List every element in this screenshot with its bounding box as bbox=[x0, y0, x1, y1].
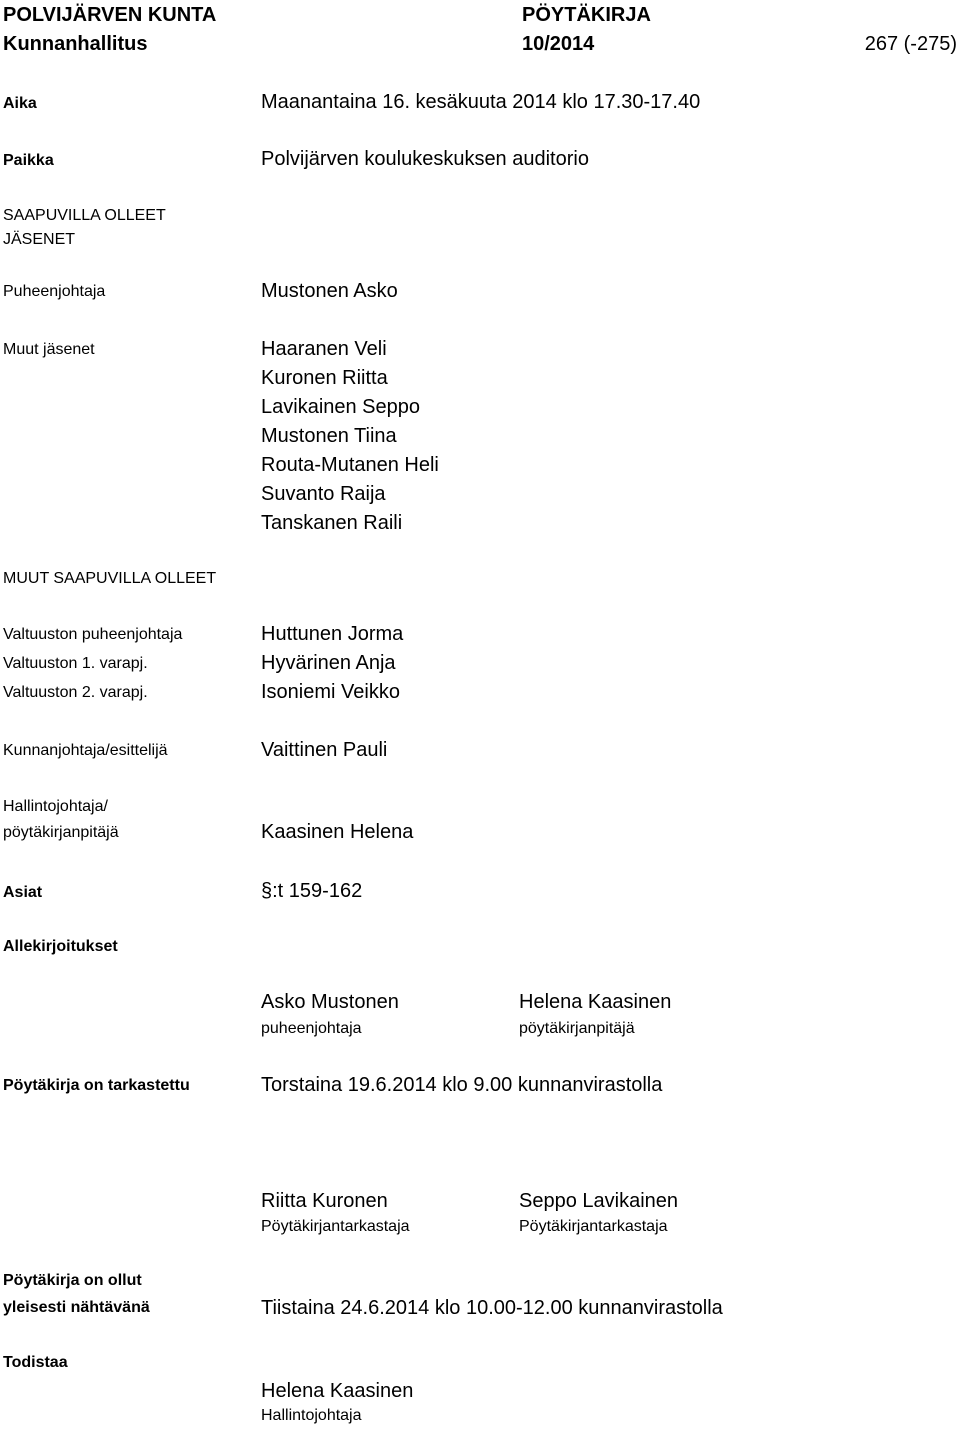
signer1-role: puheenjohtaja bbox=[261, 1020, 362, 1037]
other-role: Valtuuston 2. varapj. bbox=[3, 684, 148, 701]
public-label-1: Pöytäkirja on ollut bbox=[3, 1272, 142, 1289]
checker2-name: Seppo Lavikainen bbox=[519, 1190, 679, 1212]
checker1-role: Pöytäkirjantarkastaja bbox=[261, 1218, 410, 1235]
public-label-2: yleisesti nähtävänä bbox=[3, 1299, 150, 1316]
checker1-name: Riitta Kuronen bbox=[261, 1190, 388, 1212]
other-name: Hyvärinen Anja bbox=[261, 652, 396, 674]
asiat-value: §:t 159-162 bbox=[261, 880, 363, 902]
signatures-label: Allekirjoitukset bbox=[3, 938, 118, 955]
others-label: MUUT SAAPUVILLA OLLEET bbox=[3, 570, 217, 587]
secretary-label-1: Hallintojohtaja/ bbox=[3, 798, 108, 815]
paikka-label: Paikka bbox=[3, 152, 54, 169]
chair-name: Mustonen Asko bbox=[261, 280, 398, 302]
member-name: Routa-Mutanen Heli bbox=[261, 454, 439, 476]
doc-number: 10/2014 bbox=[522, 33, 595, 55]
aika-label: Aika bbox=[3, 95, 37, 112]
member-name: Haaranen Veli bbox=[261, 338, 387, 360]
chair-label: Puheenjohtaja bbox=[3, 283, 106, 300]
manager-label: Kunnanjohtaja/esittelijä bbox=[3, 742, 168, 759]
members-label: Muut jäsenet bbox=[3, 341, 95, 358]
paikka-value: Polvijärven koulukeskuksen auditorio bbox=[261, 148, 589, 170]
member-name: Suvanto Raija bbox=[261, 483, 386, 505]
other-name: Isoniemi Veikko bbox=[261, 681, 400, 703]
member-name: Tanskanen Raili bbox=[261, 512, 403, 534]
member-name: Kuronen Riitta bbox=[261, 367, 388, 389]
member-name: Mustonen Tiina bbox=[261, 425, 397, 447]
certifier-role: Hallintojohtaja bbox=[261, 1407, 362, 1424]
other-name: Huttunen Jorma bbox=[261, 623, 404, 645]
public-value: Tiistaina 24.6.2014 klo 10.00-12.00 kunnanvirastolla bbox=[261, 1297, 723, 1319]
checker2-role: Pöytäkirjantarkastaja bbox=[519, 1218, 668, 1235]
secretary-label-2: pöytäkirjanpitäjä bbox=[3, 824, 119, 841]
attendees-label-1: SAAPUVILLA OLLEET bbox=[3, 207, 166, 224]
manager-name: Vaittinen Pauli bbox=[261, 739, 388, 761]
member-name: Lavikainen Seppo bbox=[261, 396, 421, 418]
signer2-role: pöytäkirjanpitäjä bbox=[519, 1020, 635, 1037]
page-range: 267 (-275) bbox=[864, 33, 957, 55]
asiat-label: Asiat bbox=[3, 884, 43, 901]
certifier-name: Helena Kaasinen bbox=[261, 1380, 414, 1402]
org-name: POLVIJÄRVEN KUNTA bbox=[3, 4, 217, 26]
body-name: Kunnanhallitus bbox=[3, 33, 148, 55]
checked-value: Torstaina 19.6.2014 klo 9.00 kunnanvirastolla bbox=[261, 1074, 663, 1096]
certify-label: Todistaa bbox=[3, 1354, 68, 1371]
signer2-name: Helena Kaasinen bbox=[519, 991, 672, 1013]
aika-value: Maanantaina 16. kesäkuuta 2014 klo 17.30-17.40 bbox=[261, 91, 701, 113]
attendees-label-2: JÄSENET bbox=[3, 231, 76, 248]
doc-type: PÖYTÄKIRJA bbox=[522, 4, 651, 26]
other-role: Valtuuston puheenjohtaja bbox=[3, 626, 183, 643]
other-role: Valtuuston 1. varapj. bbox=[3, 655, 148, 672]
signer1-name: Asko Mustonen bbox=[261, 991, 399, 1013]
checked-label: Pöytäkirja on tarkastettu bbox=[3, 1077, 190, 1094]
secretary-name: Kaasinen Helena bbox=[261, 821, 414, 843]
